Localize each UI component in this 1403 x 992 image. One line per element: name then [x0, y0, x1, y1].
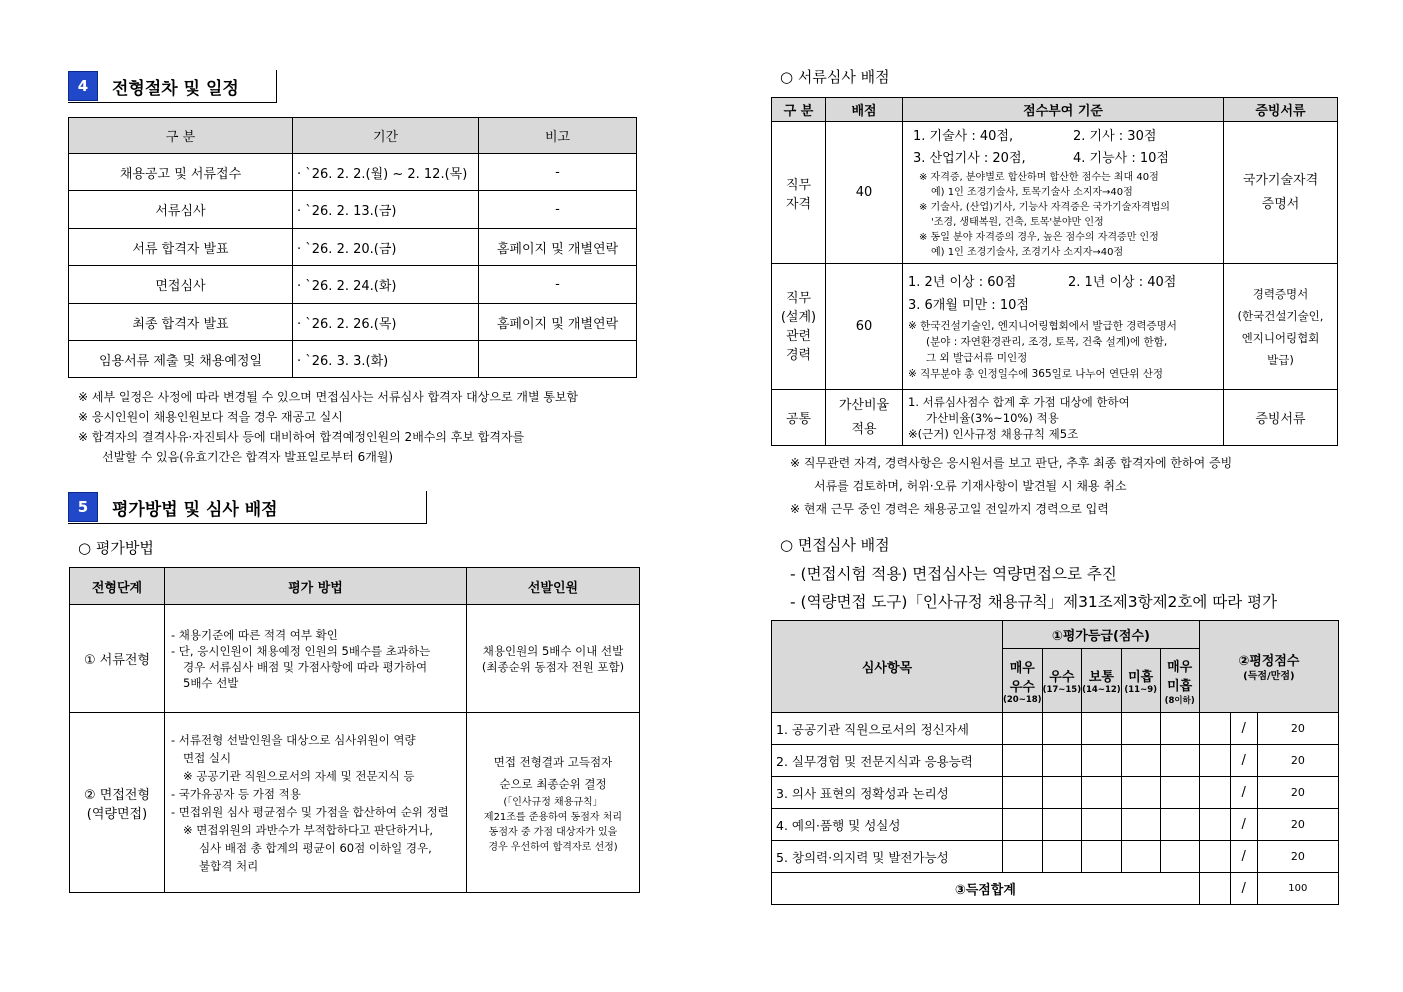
grade-label: 우수: [1009, 679, 1035, 695]
max-cell: 20: [1257, 777, 1338, 809]
selection-line: 제21조를 준용하여 동점자 처리: [483, 811, 623, 823]
note-line: ※ 현재 근무 중인 경력은 채용공고일 전일까지 경력으로 입력: [790, 502, 1109, 516]
score-cell: 60: [826, 264, 903, 390]
criteria-note: 예) 1인 조경기술사, 조경기사 소지자→40점: [931, 246, 1124, 258]
method-cell: [165, 713, 467, 893]
grade-label: 우수: [1049, 670, 1075, 685]
max-cell: 20: [1257, 809, 1338, 841]
header-line: (득점/만점): [1243, 670, 1295, 682]
slash-cell: /: [1230, 777, 1257, 809]
table-row: [772, 390, 1338, 446]
method-cell: [165, 605, 467, 713]
col-header: [1199, 621, 1338, 713]
stage-cell: 면접심사: [69, 266, 293, 304]
item-cell: 1. 공공기관 직원으로서의 정신자세: [772, 713, 1003, 745]
col-header: 점수부여 기준: [903, 98, 1224, 122]
score-cell: [826, 390, 903, 446]
document-score-subtitle: ○ 서류심사 배점: [780, 68, 890, 86]
proof-line: 국가기술자격: [1242, 172, 1319, 188]
note-line: ※ 합격자의 결격사유·자진퇴사 등에 대비하여 합격예정인원의 2배수의 후보 합격자를: [78, 430, 525, 444]
note-cell: -: [479, 191, 637, 229]
item-cell: 3. 의사 표현의 정확성과 논리성: [772, 777, 1003, 809]
proof-line: 증명서: [1261, 196, 1300, 212]
proof-cell: [1224, 264, 1338, 390]
table-row: [69, 266, 637, 304]
score-line: 가산비율: [838, 397, 890, 413]
grade-header: [1082, 649, 1122, 713]
table-row: [772, 809, 1339, 841]
criteria-item: 2. 기사 : 30점: [1073, 128, 1157, 144]
document-score-notes: [790, 452, 1232, 521]
category-line: (설계): [780, 309, 817, 325]
table-row: [69, 154, 637, 191]
col-header: 평가 방법: [165, 568, 467, 605]
col-header: 전형단계: [70, 568, 165, 605]
stage-line: (역량면접): [86, 806, 148, 822]
interview-desc-2: - (역량면접 도구)「인사규정 채용규칙」제31조제3항제2호에 따라 평가: [790, 593, 1278, 611]
grade-label: 미흡: [1167, 678, 1193, 694]
stage-line: ② 면접전형: [83, 787, 151, 803]
criteria-line: 1. 서류심사점수 합계 후 가점 대상에 한하여: [908, 394, 1130, 409]
stage-cell: 최종 합격자 발표: [69, 304, 293, 341]
method-line: 불합격 처리: [199, 858, 259, 873]
slash-cell: /: [1230, 841, 1257, 873]
schedule-notes: [78, 387, 578, 467]
col-header: 기간: [293, 118, 479, 154]
criteria-note: ※ 한국건설기술인, 엔지니어링협회에서 발급한 경력증명서: [908, 319, 1177, 332]
proof-line: 경력증명서: [1252, 286, 1309, 301]
section-title: 전형절차 및 일정: [112, 78, 239, 99]
method-line: - 면접위원 심사 평균점수 및 가점을 합산하여 순위 정렬: [171, 804, 449, 819]
stage-cell: 채용공고 및 서류접수: [69, 154, 293, 191]
method-line: 5배수 선발: [183, 675, 239, 690]
table-row: [772, 777, 1339, 809]
slash-cell: /: [1230, 873, 1257, 905]
col-header: 심사항목: [772, 621, 1003, 713]
col-header: 구 분: [772, 98, 826, 122]
grade-header: [1121, 649, 1160, 713]
table-row: [772, 745, 1339, 777]
score-line: 적용: [851, 421, 877, 437]
header-line: ②평정점수: [1238, 653, 1300, 669]
grade-header: [1003, 649, 1043, 713]
item-cell: 2. 실무경험 및 전문지식과 응용능력: [772, 745, 1003, 777]
period-cell: · `26. 2. 26.(목): [293, 304, 479, 341]
stage-cell: 임용서류 제출 및 채용예정일: [69, 341, 293, 378]
selection-line: 면접 전형결과 고득점자: [493, 754, 613, 769]
col-header: 구 분: [69, 118, 293, 154]
criteria-note: ※ 직무분야 총 인정일수에 365일로 나누어 연단위 산정: [908, 367, 1164, 380]
grade-range: (17~15): [1042, 685, 1082, 695]
method-line: ※ 공공기관 직원으로서의 자세 및 전문지식 등: [183, 768, 415, 783]
criteria-item: 3. 산업기사 : 20점,: [913, 150, 1026, 166]
note-line: 선발할 수 있음(유효기간은 합격자 발표일로부터 6개월): [102, 450, 394, 464]
criteria-item: 4. 기능사 : 10점: [1073, 150, 1169, 166]
col-header: ①평가등급(점수): [1003, 621, 1200, 649]
criteria-line: 3. 6개월 미만 : 10점: [908, 297, 1029, 313]
note-cell: 홈페이지 및 개별연락: [479, 304, 637, 341]
interview-score-table: [771, 620, 1339, 905]
section-number: 4: [68, 71, 98, 101]
grade-header: [1160, 649, 1199, 713]
period-cell: · `26. 2. 2.(월) ~ 2. 12.(목): [293, 154, 479, 191]
total-label: ③득점합계: [772, 873, 1200, 905]
total-row: [772, 873, 1339, 905]
criteria-item: 1. 기술사 : 40점,: [913, 128, 1014, 144]
grade-label: 매우: [1167, 659, 1193, 675]
section-title: 평가방법 및 심사 배점: [112, 499, 278, 520]
item-cell: 5. 창의력·의지력 및 발전가능성: [772, 841, 1003, 873]
stage-cell: [70, 713, 165, 893]
table-row: [772, 713, 1339, 745]
category-cell: [772, 122, 826, 264]
period-cell: · `26. 3. 3.(화): [293, 341, 479, 378]
grade-label: 미흡: [1128, 670, 1154, 685]
max-cell: 20: [1257, 713, 1338, 745]
item-cell: 4. 예의·품행 및 성실성: [772, 809, 1003, 841]
note-cell: 홈페이지 및 개별연락: [479, 229, 637, 266]
table-row: [772, 264, 1338, 390]
proof-cell: [1224, 122, 1338, 264]
method-line: 면접 실시: [183, 750, 232, 765]
selection-line: 순으로 최종순위 결정: [499, 776, 607, 791]
grade-range: (11~9): [1124, 685, 1157, 695]
selection-line: (최종순위 동점자 전원 포함): [481, 659, 625, 674]
table-row: [69, 341, 637, 378]
criteria-note: ※ 자격증, 분야별로 합산하며 합산한 점수는 최대 40점: [919, 171, 1159, 183]
section-number: 5: [68, 492, 98, 522]
criteria-line: [908, 272, 1219, 294]
proof-line: (한국건설기술인,: [1237, 308, 1324, 323]
stage-cell: ① 서류전형: [70, 605, 165, 713]
table-row: [70, 605, 640, 713]
note-cell: -: [479, 266, 637, 304]
period-cell: · `26. 2. 20.(금): [293, 229, 479, 266]
interview-score-subtitle: ○ 면접심사 배점: [780, 536, 890, 554]
schedule-table: [68, 117, 637, 378]
proof-line: 엔지니어링협회: [1241, 330, 1320, 345]
selection-cell: [467, 713, 640, 893]
note-line: ※ 세부 일정은 사정에 따라 변경될 수 있으며 면접심사는 서류심사 합격자 대상으로 개별 통보함: [78, 390, 579, 404]
slash-cell: /: [1230, 713, 1257, 745]
category-line: 직무: [785, 177, 812, 193]
evaluation-method-subtitle: ○ 평가방법: [78, 539, 154, 557]
table-row: [772, 841, 1339, 873]
category-line: 직무: [785, 290, 812, 306]
period-cell: · `26. 2. 24.(화): [293, 266, 479, 304]
document-score-table: [771, 97, 1338, 446]
stage-cell: 서류심사: [69, 191, 293, 229]
max-cell: 20: [1257, 745, 1338, 777]
evaluation-method-table: [69, 567, 640, 893]
interview-desc-1: - (면접시험 적용) 면접심사는 역량면접으로 추진: [790, 565, 1117, 583]
criteria-cell: [903, 264, 1224, 390]
slash-cell: /: [1230, 745, 1257, 777]
criteria-item: 1. 2년 이상 : 60점: [908, 274, 1017, 290]
method-line: ※ 면접위원의 과반수가 부적합하다고 판단하거나,: [183, 822, 434, 837]
method-line: - 국가유공자 등 가점 적용: [171, 786, 301, 801]
col-header: 선발인원: [467, 568, 640, 605]
criteria-note: ※ 기술사, (산업)기사, 기능사 자격증은 국가기술자격법의: [919, 201, 1170, 213]
selection-cell: [467, 605, 640, 713]
criteria-line: 가산비율(3%~10%) 적용: [926, 410, 1059, 425]
criteria-line: ※(근거) 인사규정 채용규칙 제5조: [908, 426, 1079, 441]
method-line: - 서류전형 선발인원을 대상으로 심사위원이 역량: [171, 732, 416, 747]
selection-line: (「인사규정 채용규칙」: [503, 796, 603, 808]
table-row: [70, 713, 640, 893]
grade-range: (14~12): [1082, 685, 1121, 695]
criteria-note: ※ 동일 분야 자격증의 경우, 높은 점수의 자격증만 인정: [919, 231, 1159, 243]
note-line: 서류를 검토하며, 허위·오류 기재사항이 발견될 시 채용 취소: [814, 479, 1127, 493]
method-line: 경우 서류심사 배점 및 가점사항에 따라 평가하여: [183, 659, 428, 674]
proof-line: 발급): [1267, 352, 1294, 367]
criteria-line: [913, 148, 1219, 170]
score-cell: 40: [826, 122, 903, 264]
grade-header: [1042, 649, 1082, 713]
criteria-note: (분야 : 자연환경관리, 조경, 토목, 건축 설계)에 한함,: [926, 335, 1168, 348]
category-line: 경력: [785, 347, 812, 363]
table-row: [69, 304, 637, 341]
grade-label: 보통: [1088, 670, 1114, 685]
total-max-cell: 100: [1257, 873, 1338, 905]
slash-cell: /: [1230, 809, 1257, 841]
note-line: ※ 응시인원이 채용인원보다 적을 경우 재공고 실시: [78, 410, 343, 424]
selection-line: 경우 우선하여 합격자로 선정): [488, 841, 618, 853]
col-header: 비고: [479, 118, 637, 154]
proof-cell: 증빙서류: [1224, 390, 1338, 446]
method-line: 심사 배점 총 합계의 평균이 60점 이하일 경우,: [199, 840, 432, 855]
criteria-cell: [903, 390, 1224, 446]
method-line: - 채용기준에 따른 적격 여부 확인: [171, 627, 338, 642]
criteria-line: [913, 126, 1219, 148]
category-cell: 공통: [772, 390, 826, 446]
table-row: [772, 122, 1338, 264]
category-cell: [772, 264, 826, 390]
selection-line: 채용인원의 5배수 이내 선발: [482, 643, 624, 658]
max-cell: 20: [1257, 841, 1338, 873]
grade-range: (20~18): [1003, 694, 1042, 705]
criteria-note: 그 외 발급서류 미인정: [926, 351, 1028, 364]
criteria-note: '조경, 생태복원, 건축, 토목'분야만 인정: [931, 216, 1104, 228]
period-cell: · `26. 2. 13.(금): [293, 191, 479, 229]
section-4-heading: [68, 70, 277, 103]
criteria-item: 2. 1년 이상 : 40점: [1068, 274, 1177, 290]
category-line: 자격: [785, 196, 812, 212]
note-cell: [479, 341, 637, 378]
stage-cell: 서류 합격자 발표: [69, 229, 293, 266]
selection-line: 동점자 중 가점 대상자가 있을: [488, 826, 618, 838]
grade-range: (8이하): [1164, 695, 1195, 706]
note-line: ※ 직무관련 자격, 경력사항은 응시원서를 보고 판단, 추후 최종 합격자에 한하여 증빙: [790, 456, 1233, 470]
col-header: 증빙서류: [1224, 98, 1338, 122]
category-line: 관련: [785, 328, 812, 344]
table-row: [69, 229, 637, 266]
note-cell: -: [479, 154, 637, 191]
grade-label: 매우: [1009, 660, 1035, 676]
section-5-heading: [68, 491, 427, 524]
col-header: 배점: [826, 98, 903, 122]
criteria-cell: [903, 122, 1224, 264]
criteria-note: 예) 1인 조경기술사, 토목기술사 소지자→40점: [931, 186, 1133, 198]
table-row: [69, 191, 637, 229]
method-line: - 단, 응시인원이 채용예정 인원의 5배수를 초과하는: [171, 643, 431, 658]
